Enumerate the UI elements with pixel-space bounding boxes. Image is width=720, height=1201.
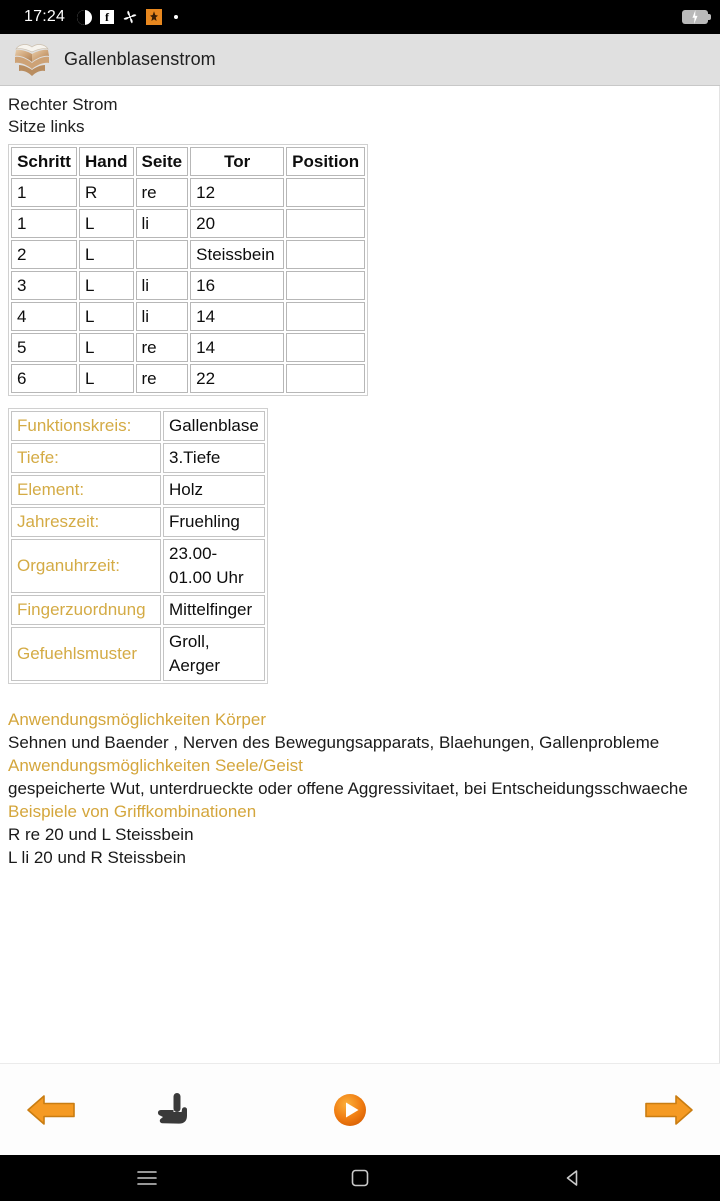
section-heading-koerper: Anwendungsmöglichkeiten Körper	[8, 710, 266, 729]
property-row	[11, 443, 265, 473]
cell-tor: 22	[190, 364, 284, 393]
steps-table	[8, 144, 368, 396]
pointing-hand-button[interactable]	[86, 1064, 262, 1155]
cell-seite: re	[136, 333, 189, 362]
cell-hand: L	[79, 240, 134, 269]
next-arrow-button[interactable]	[634, 1064, 708, 1155]
property-key: Funktionskreis:	[11, 411, 161, 441]
bottom-toolbar	[0, 1063, 720, 1155]
property-row	[11, 411, 265, 441]
cell-seite: li	[136, 209, 189, 238]
more-notifications-dot-icon	[174, 15, 178, 19]
cell-tor: 20	[190, 209, 284, 238]
cell-schritt: 3	[11, 271, 77, 300]
table-row	[11, 178, 365, 207]
play-icon	[333, 1093, 367, 1127]
cell-position	[286, 178, 365, 207]
section-body-griffkombination-1: R re 20 und L Steissbein	[8, 825, 194, 844]
cell-hand: L	[79, 209, 134, 238]
column-header-tor: Tor	[190, 147, 284, 176]
table-row	[11, 302, 365, 331]
property-row	[11, 627, 265, 681]
status-bar	[0, 0, 720, 34]
lead-line-2: Sitze links	[8, 117, 85, 136]
back-triangle-icon	[563, 1168, 583, 1188]
cell-schritt: 2	[11, 240, 77, 269]
property-value: 23.00-01.00 Uhr	[163, 539, 265, 593]
pinwheel-icon	[122, 9, 138, 25]
cell-position	[286, 333, 365, 362]
cell-schritt: 1	[11, 209, 77, 238]
home-button[interactable]	[330, 1168, 390, 1188]
page-content	[0, 86, 720, 1063]
property-key: Fingerzuordnung	[11, 595, 161, 625]
section-body-griffkombination-2: L li 20 und R Steissbein	[8, 848, 186, 867]
steps-table-header-row	[11, 147, 365, 176]
app-notification-icon	[146, 9, 162, 25]
status-notification-icons	[77, 9, 178, 25]
column-header-seite: Seite	[136, 147, 189, 176]
table-row	[11, 240, 365, 269]
column-header-position: Position	[286, 147, 365, 176]
table-row	[11, 209, 365, 238]
cell-tor: Steissbein	[190, 240, 284, 269]
property-value: Mittelfinger	[163, 595, 265, 625]
property-row	[11, 507, 265, 537]
property-value: Gallenblase	[163, 411, 265, 441]
pointing-hand-icon	[154, 1088, 194, 1132]
play-button[interactable]	[262, 1064, 438, 1155]
cell-tor: 12	[190, 178, 284, 207]
lead-line-1: Rechter Strom	[8, 95, 118, 114]
back-button[interactable]	[543, 1168, 603, 1188]
cell-position	[286, 209, 365, 238]
toolbar-spacer	[438, 1064, 634, 1155]
cell-position	[286, 364, 365, 393]
property-key: Tiefe:	[11, 443, 161, 473]
cell-hand: L	[79, 333, 134, 362]
property-key: Element:	[11, 475, 161, 505]
property-row	[11, 595, 265, 625]
do-not-disturb-icon	[77, 10, 92, 25]
table-row	[11, 333, 365, 362]
menu-icon	[136, 1169, 158, 1187]
column-header-schritt: Schritt	[11, 147, 77, 176]
cell-seite	[136, 240, 189, 269]
cell-tor: 14	[190, 333, 284, 362]
status-clock: 17:24	[24, 8, 66, 25]
cell-seite: re	[136, 364, 189, 393]
cell-schritt: 4	[11, 302, 77, 331]
cell-position	[286, 271, 365, 300]
cell-schritt: 1	[11, 178, 77, 207]
section-heading-seele-geist: Anwendungsmöglichkeiten Seele/Geist	[8, 756, 303, 775]
cell-seite: li	[136, 302, 189, 331]
cell-tor: 16	[190, 271, 284, 300]
home-square-icon	[350, 1168, 370, 1188]
cell-schritt: 5	[11, 333, 77, 362]
cell-tor: 14	[190, 302, 284, 331]
cell-seite: li	[136, 271, 189, 300]
property-value: Holz	[163, 475, 265, 505]
cell-schritt: 6	[11, 364, 77, 393]
table-row	[11, 271, 365, 300]
section-heading-griffkombinationen: Beispiele von Griffkombinationen	[8, 802, 257, 821]
table-row	[11, 364, 365, 393]
cell-seite: re	[136, 178, 189, 207]
properties-table	[8, 408, 268, 684]
property-key: Jahreszeit:	[11, 507, 161, 537]
section-body-seele-geist: gespeicherte Wut, unterdrueckte oder offene Aggressivitaet, bei Entscheidungsschwaeche	[8, 779, 688, 798]
app-title: Gallenblasenstrom	[64, 49, 216, 69]
hands-book-logo	[10, 38, 54, 82]
cell-hand: R	[79, 178, 134, 207]
app-header	[0, 34, 720, 86]
property-row	[11, 539, 265, 593]
right-arrow-icon	[642, 1090, 696, 1130]
left-arrow-icon	[24, 1090, 78, 1130]
previous-arrow-button[interactable]	[12, 1064, 86, 1155]
cell-position	[286, 302, 365, 331]
prose-sections	[8, 708, 711, 869]
cell-hand: L	[79, 302, 134, 331]
battery-charging-icon	[682, 10, 708, 24]
property-value: 3.Tiefe	[163, 443, 265, 473]
property-key: Organuhrzeit:	[11, 539, 161, 593]
cell-hand: L	[79, 364, 134, 393]
property-row	[11, 475, 265, 505]
property-key: Gefuehlsmuster	[11, 627, 161, 681]
column-header-hand: Hand	[79, 147, 134, 176]
cell-hand: L	[79, 271, 134, 300]
facebook-icon: f	[100, 10, 114, 24]
property-value: Fruehling	[163, 507, 265, 537]
recents-button[interactable]	[117, 1169, 177, 1187]
android-navigation-bar	[0, 1155, 720, 1201]
section-body-koerper: Sehnen und Baender , Nerven des Bewegungsapparats, Blaehungen, Gallenprobleme	[8, 733, 660, 752]
cell-position	[286, 240, 365, 269]
property-value: Groll, Aerger	[163, 627, 265, 681]
